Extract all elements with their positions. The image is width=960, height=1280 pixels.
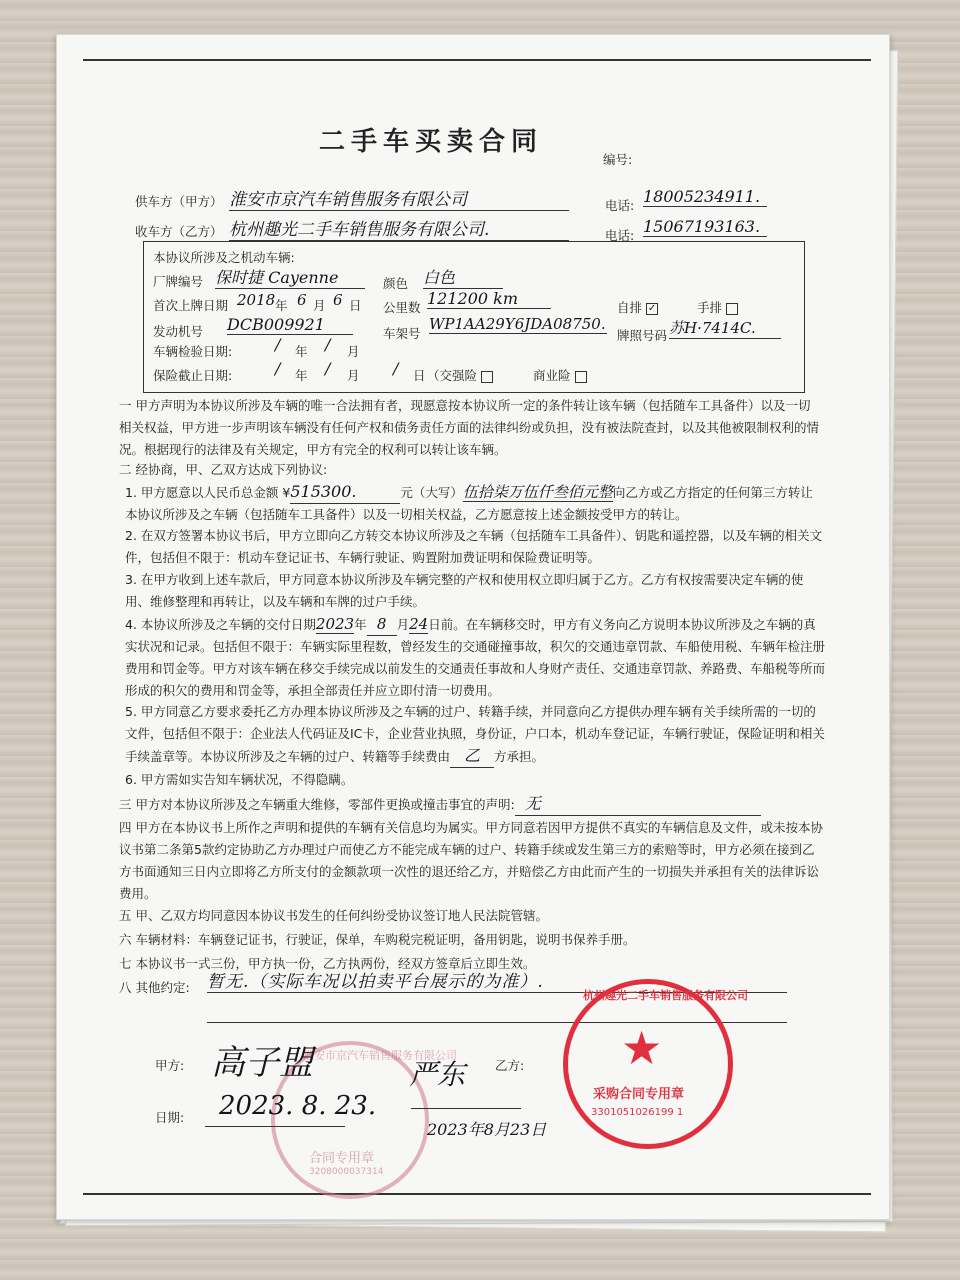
inspection-year-unit: 年 — [295, 344, 308, 359]
clause-2-5 — [125, 701, 825, 768]
seller-seal-code: 3208000037314 — [309, 1167, 384, 1177]
party-a-label: 甲方: — [155, 1058, 185, 1073]
insurance-day-unit: 日 — [413, 368, 426, 383]
insurance-year: / — [275, 359, 281, 378]
clause-2-1-b: 元（大写） — [400, 485, 463, 500]
reg-month-unit: 月 — [313, 298, 326, 313]
plate-value: 苏H·7414C. — [669, 317, 781, 339]
buyer-seal-code: 3301051026199 1 — [591, 1107, 684, 1118]
clause-2-4-a: 4. 本协议所涉及之车辆的交付日期 — [125, 617, 316, 632]
delivery-year-unit: 年 — [354, 617, 367, 632]
mileage-label: 公里数 — [383, 300, 421, 315]
delivery-year: 2023 — [315, 615, 355, 633]
clause-2-4 — [125, 613, 825, 702]
inspection-year: / — [275, 335, 281, 354]
seal-star-icon: ★ — [621, 1021, 663, 1075]
clause-1: 一 甲方声明为本协议所涉及车辆的唯一合法拥有者，现愿意按本协议所一定的条件转让该车辆（包括随车工具备件）以及一切相关权益，甲方进一步声明该车辆没有任何产权和债务责任方面的法律纠纷或负担，没有被法院查封，以及其他被限制权利的情况。根据现行的法律及有关规定，甲方有完全的权利可以转让该车辆。 — [119, 398, 820, 457]
buyer-phone: 15067193163. — [643, 217, 767, 237]
delivery-month-unit: 月 — [396, 617, 410, 632]
buyer-seal-center-text: 采购合同专用章 — [593, 1087, 685, 1102]
clause-6: 六 车辆材料：车辆登记证书，行驶证，保单，车购税完税证明，备用钥匙，说明书保养手册。 — [119, 932, 636, 947]
reg-year-unit: 年 — [275, 298, 288, 313]
delivery-day: 24 — [409, 615, 429, 633]
auto-checkbox[interactable]: ✓ — [647, 302, 657, 314]
seller-seal-ring-text: 淮安市京汽车销售服务有限公司 — [303, 1049, 457, 1062]
clause-2-3: 3. 在甲方收到上述车款后，甲方同意本协议所涉及车辆完整的产权和使用权立即归属于乙方。乙方有权按需要决定车辆的使用、维修整理和再转让，以及车辆和车牌的过户手续。 — [125, 572, 804, 609]
manual-label — [697, 297, 738, 319]
reg-day-unit: 日 — [349, 298, 362, 313]
clause-2-5-b: 方承担。 — [494, 749, 545, 764]
color-value: 白色 — [423, 265, 503, 289]
clause-3-value: 无 — [515, 793, 761, 816]
reg-date-label: 首次上牌日期 — [153, 298, 229, 313]
insurance-year-unit: 年 — [295, 368, 308, 383]
brand-label: 厂牌编号 — [153, 274, 204, 289]
buyer-label: 收车方（乙方） — [135, 224, 223, 239]
clause-2-6: 6. 甲方需如实告知车辆状况，不得隐瞒。 — [125, 772, 354, 787]
clause-8-label: 八 其他约定: — [119, 980, 190, 995]
reg-day: 6 — [333, 291, 343, 309]
jq-text: （交强险 — [427, 368, 478, 383]
clause-2-2: 2. 在双方签署本协议书后，甲方立即向乙方转交本协议所涉及之车辆（包括随车工具备件）、钥匙和遥控器，以及车辆的相关文件，包括但不限于：机动车登记证书、车辆行驶证、购置附加费证明和保险费证明等。 — [125, 528, 823, 565]
brand-value: 保时捷 Cayenne — [215, 265, 365, 289]
bottom-rule — [83, 1193, 871, 1195]
clause-7: 七 本协议书一式三份，甲方执一份，乙方执两份，经双方签章后立即生效。 — [119, 956, 536, 971]
manual-text: 手排 — [697, 300, 723, 315]
clause-2-5-a: 5. 甲方同意乙方要求委托乙方办理本协议所涉及之车辆的过户、转籍手续，并同意向乙方提供办理车辆有关手续所需的一切的文件，包括但不限于：企业法人代码证及IC卡，企业营业执照，身份证，户口本，机动车登记证，车辆行驶证，保险证明和相关手续盖章等。本协议所涉及之车辆的过户、转籍等手续费由 — [125, 704, 825, 764]
date-line-b — [411, 1107, 521, 1109]
engine-label: 发动机号 — [153, 324, 204, 339]
sy-text: 商业险 — [533, 368, 571, 383]
insurance-day: / — [393, 359, 399, 378]
clause-2-1-a: 1. 甲方愿意以人民币总金额 ¥ — [125, 485, 291, 500]
party-b-label: 乙方: — [495, 1058, 525, 1073]
insurance-month-unit: 月 — [347, 368, 360, 383]
page-title: 二手车买卖合同 — [319, 127, 544, 157]
sy-insurance — [533, 365, 587, 387]
clause-3-text: 三 甲方对本协议所涉及之车辆重大维修，零部件更换或撞击事宜的声明: — [119, 797, 515, 812]
date-label: 日期: — [155, 1110, 185, 1125]
engine-value: DCB009921 — [227, 315, 353, 335]
party-a-signature: 高子盟 — [211, 1043, 313, 1083]
party-a-date: 2023. 8. 23. — [219, 1091, 377, 1121]
buyer-name: 杭州趣光二手车销售服务有限公司. — [229, 215, 569, 241]
plate-label: 牌照号码 — [617, 328, 668, 343]
reg-month: 6 — [297, 291, 307, 309]
clause-4: 四 甲方在本协议书上所作之声明和提供的车辆有关信息均为属实。甲方同意若因甲方提供不真实的车辆信息及文件，或未按本协议书第二条第5款约定协助乙方办理过户而使乙方不能完成车辆的过户、转籍手续或发生第三方的索赔等时，甲方必须在接到乙方书面通知三日内立即将乙方所支付的金额款项一次性的退还给乙方，并赔偿乙方由此而产生的一切损失并承担有关的法律诉讼费用。 — [119, 820, 823, 901]
auto-label — [617, 297, 658, 319]
clause-5: 五 甲、乙双方均同意因本协议书发生的任何纠纷受协议签订地人民法院管辖。 — [119, 908, 548, 923]
vehicle-intro: 本协议所涉及之机动车辆: — [153, 250, 295, 265]
insurance-date-label: 保险截止日期: — [153, 368, 233, 383]
fee-party: 乙 — [450, 745, 494, 768]
inspection-month: / — [325, 335, 331, 354]
manual-checkbox[interactable] — [726, 303, 738, 315]
jq-checkbox[interactable] — [481, 371, 493, 383]
clause-2-1-c: 向乙方或乙方指定的任何第三方转让本协议所涉及之车辆（包括随车工具备件）以及一切相关权益，乙方愿意按上述金额按受甲方的转让。 — [125, 485, 813, 522]
clause-2-4-b: 日前。在车辆移交时，甲方有义务向乙方说明本协议所涉及之车辆的真实状况和记录。包括但不限于：车辆实际里程数，曾经发生的交通碰撞事故，积欠的交通违章罚款、车船使用税、车辆年检注册费用和罚金等。甲方对该车辆在移交手续完成以前发生的交通责任事故和人身财产责任、交通违章罚款、养路费、车船税等所而形成的积欠的费用和罚金等，承担全部责任并应立即付清一切费用。 — [125, 617, 826, 698]
clause-2-title: 二 经协商，甲、乙双方达成下列协议: — [119, 462, 328, 477]
total-amount: 515300. — [290, 481, 400, 504]
buyer-phone-label: 电话: — [605, 228, 635, 243]
reg-year: 2018 — [237, 291, 276, 309]
mileage-value: 121200 km — [427, 289, 551, 309]
contract-number-label: 编号: — [603, 152, 633, 167]
contract-page — [56, 34, 890, 1220]
inspection-month-unit: 月 — [347, 344, 360, 359]
buyer-seal-ring-text: 杭州趣光二手车销售服务有限公司 — [583, 989, 748, 1002]
seller-label: 供车方（甲方） — [135, 194, 223, 209]
top-rule — [83, 59, 871, 61]
party-b-signature: 严东 — [409, 1058, 466, 1091]
jq-insurance — [427, 365, 493, 387]
vin-value: WP1AA29Y6JDA08750. — [429, 315, 606, 333]
clause-3 — [119, 793, 761, 816]
party-b-date: 2023年8月23日 — [427, 1120, 547, 1139]
seller-phone-label: 电话: — [605, 198, 635, 213]
seller-name: 淮安市京汽车销售服务有限公司 — [229, 185, 569, 211]
clause-2-1 — [125, 481, 825, 526]
seller-seal-center-text: 合同专用章 — [309, 1151, 375, 1166]
auto-text: 自排 — [617, 300, 643, 315]
color-label: 颜色 — [383, 276, 409, 291]
total-amount-chinese: 伍拾柒万伍仟叁佰元整 — [462, 483, 613, 501]
delivery-month: 8 — [367, 613, 397, 636]
seller-phone: 18005234911. — [643, 187, 767, 207]
date-line-a — [205, 1125, 345, 1127]
inspection-date-label: 车辆检验日期: — [153, 344, 233, 359]
insurance-month: / — [325, 359, 331, 378]
clause-8-value: 暂无.（实际车况以拍卖平台展示的为准）. — [207, 967, 787, 993]
vin-label: 车架号 — [383, 326, 421, 341]
sy-checkbox[interactable] — [575, 371, 587, 383]
